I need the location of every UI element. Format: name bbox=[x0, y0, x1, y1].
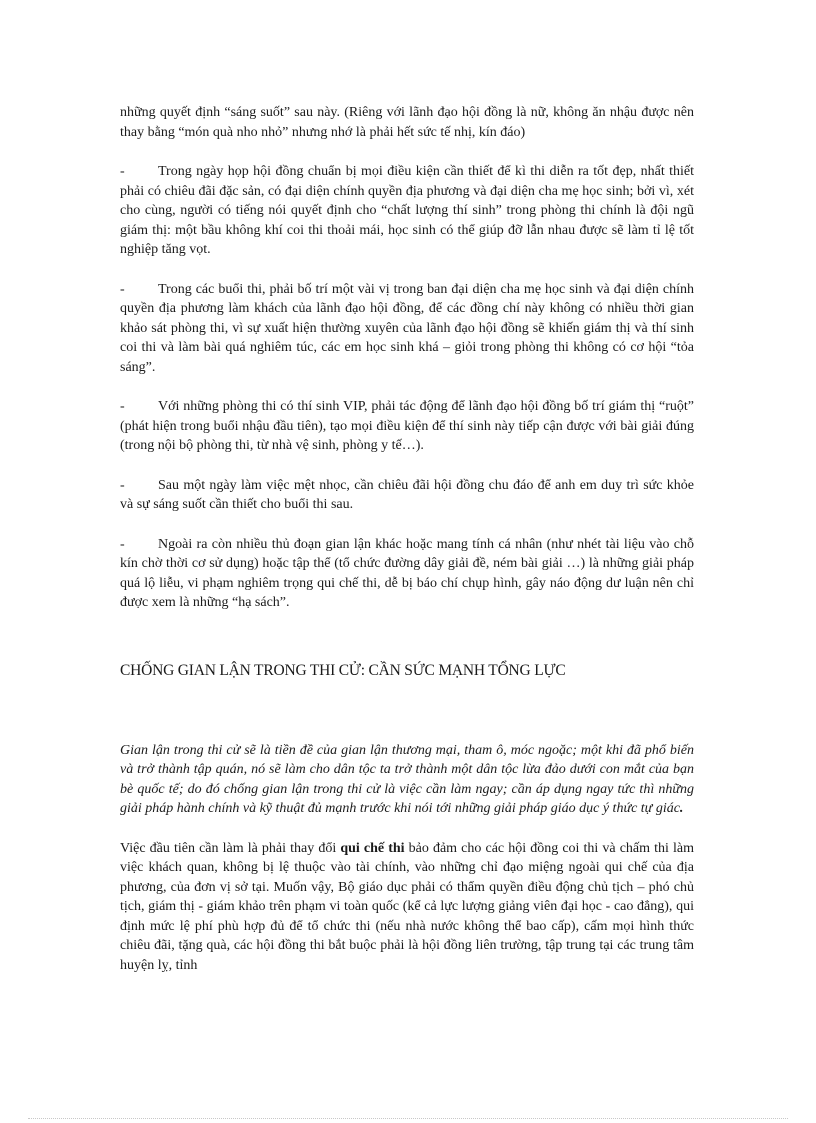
bullet-dash: - bbox=[120, 536, 125, 552]
body-bold-term: qui chế thi bbox=[340, 840, 405, 856]
list-item bbox=[120, 280, 694, 378]
body-text-start: Việc đầu tiên cần làm là phải thay đổi bbox=[120, 840, 341, 856]
list-item bbox=[120, 476, 694, 515]
body-paragraph bbox=[120, 839, 694, 976]
list-item bbox=[120, 162, 694, 260]
list-item-text: Trong ngày họp hội đồng chuẩn bị mọi điều kiện cần thiết để kì thi diễn ra tốt đẹp, nhất thiết phải có chiêu đãi đặc sản, có đại diện chính quyền địa phương và đại diện cha mẹ học sinh; bởi vì, xét cho cùng, người có tiếng nói quyết định cho “chất lượng thí sinh” trong phòng thi chính là đội ngũ giám thị: một bầu không khí coi thi thoải mái, học sinh có thể giúp đỡ lẫn nhau được sẽ làm tỉ lệ tốt nghiệp tăng vọt. bbox=[120, 164, 694, 257]
bullet-dash: - bbox=[120, 281, 125, 297]
list-item bbox=[120, 535, 694, 613]
lead-text: Gian lận trong thi cử sẽ là tiền đề của gian lận thương mại, tham ô, móc ngoặc; một khi đã phổ biến và trở thành tập quán, nó sẽ làm cho dân tộc ta trở thành một dân tộc lừa đảo dưới con mắt của bạn bè quốc tế; do đó chống gian lận trong thi cử là việc cần làm ngay; cần áp dụng ngay tức thì những giải pháp hành chính và kỹ thuật đủ mạnh trước khi nói tới những giải pháp giáo dục ý thức tự giác bbox=[120, 742, 694, 816]
bullet-dash: - bbox=[120, 399, 125, 414]
body-text-rest: bảo đảm cho các hội đồng coi thi và chấm thi làm việc khách quan, không bị lệ thuộc vào tài chính, vào những chỉ đạo miệng ngoài qui chế của địa phương, của đơn vị sở tại. Muốn vậy, Bộ giáo dục phải có thẩm quyền điều động chủ tịch – phó chủ tịch, giám thị - giám khảo trên phạm vi toàn quốc (kể cả lực lượng giảng viên đại học - cao đẳng), qui định mức lệ phí phù hợp đủ để tổ chức thi (nếu nhà nước không thể bao cấp), cấm mọi hình thức chiêu đãi, tặng quà, các hội đồng thi bắt buộc phải là hội đồng liên trường, tập trung tại các trung tâm huyện lỵ, tỉnh bbox=[120, 840, 695, 973]
page-bottom-rule bbox=[28, 1118, 788, 1119]
list-item-text: Với những phòng thi có thí sinh VIP, phải tác động để lãnh đạo hội đồng bố trí giám thị “ruột” (phát hiện trong buổi nhậu đầu tiên), tạo mọi điều kiện để thí sinh này tiếp cận được với bài giải đúng (trong nội bộ phòng thi, từ nhà vệ sinh, phòng y tế…). bbox=[120, 399, 694, 453]
lead-paragraph bbox=[120, 741, 694, 819]
lead-period: . bbox=[679, 801, 684, 816]
document-body bbox=[120, 103, 694, 975]
bullet-dash: - bbox=[120, 164, 125, 179]
bullet-list bbox=[120, 162, 694, 613]
section-heading: CHỐNG GIAN LẬN TRONG THI CỬ: CẦN SỨC MẠNH TỔNG LỰC bbox=[120, 661, 566, 679]
bullet-dash: - bbox=[120, 477, 125, 493]
list-item-text: Trong các buổi thi, phải bố trí một vài vị trong ban đại diện cha mẹ học sinh và đại diện chính quyền địa phương làm khách của lãnh đạo hội đồng, để các đồng chí này không có nhiều thời gian khảo sát phòng thi, vì sự xuất hiện thường xuyên của lãnh đạo hội đồng sẽ khiến giám thị và thí sinh coi thi và làm bài quá nghiêm túc, các em học sinh khá – giỏi trong phòng thi không có cơ hội “tỏa sáng”. bbox=[120, 281, 694, 375]
list-item-text: Sau một ngày làm việc mệt nhọc, cần chiêu đãi hội đồng chu đáo để anh em duy trì sức khỏe và sự sáng suốt cần thiết cho buổi thi sau. bbox=[120, 477, 694, 512]
list-item bbox=[120, 397, 694, 456]
intro-paragraph: những quyết định “sáng suốt” sau này. (Riêng với lãnh đạo hội đồng là nữ, không ăn nhậu được nên thay bằng “món quà nho nhỏ” nhưng nhớ là phải hết sức tế nhị, kín đáo) bbox=[120, 105, 694, 140]
list-item-text: Ngoài ra còn nhiều thủ đoạn gian lận khác hoặc mang tính cá nhân (như nhét tài liệu vào chỗ kín chờ thời cơ sử dụng) hoặc tập thể (tổ chức đường dây giải đề, ném bài giải …) là những giải pháp quá lộ liễu, vi phạm nghiêm trọng qui chế thi, dễ bị báo chí chụp hình, gây náo động dư luận nên chỉ được xem là những “hạ sách”. bbox=[120, 536, 694, 610]
